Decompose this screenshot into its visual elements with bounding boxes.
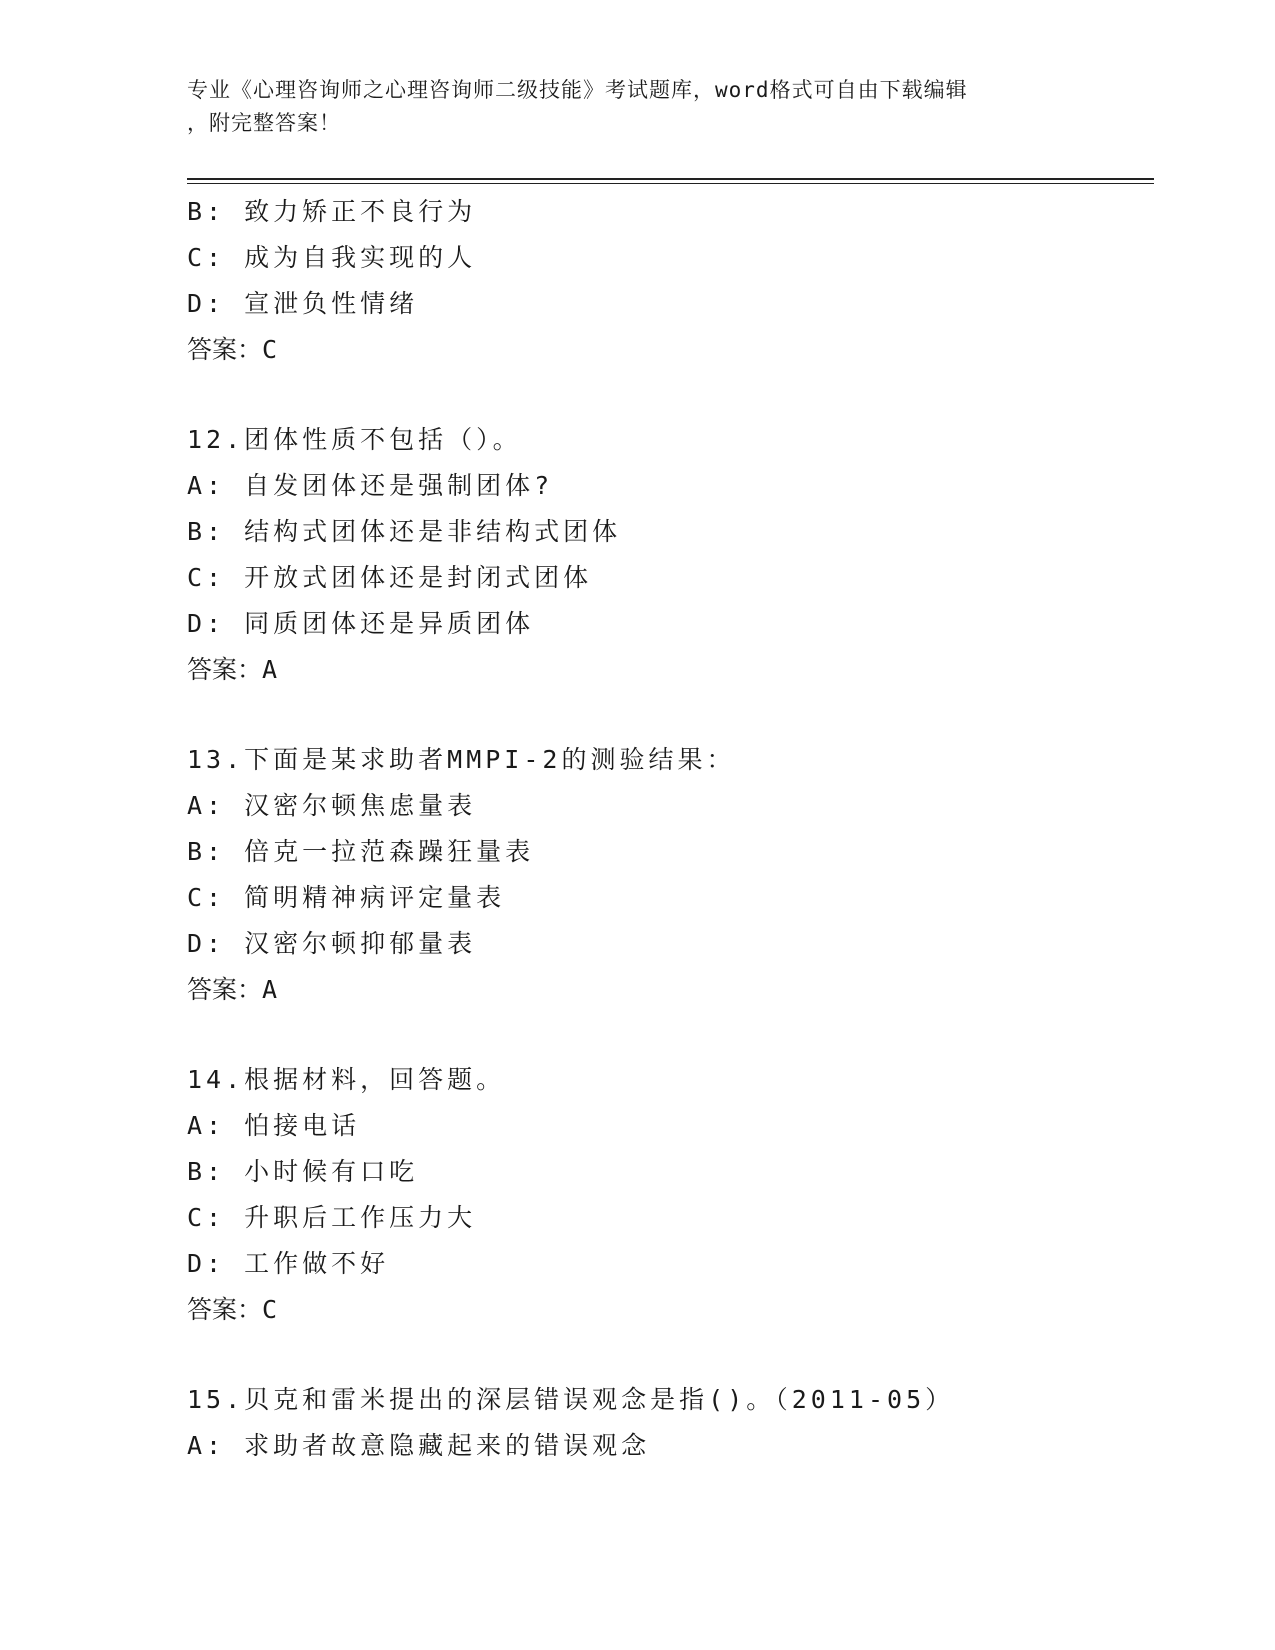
answer-label: 答案：	[187, 1295, 263, 1324]
option-b: B: 倍克一拉范森躁狂量表	[187, 837, 535, 866]
header-line-1: 专业《心理咨询师之心理咨询师二级技能》考试题库，word格式可自由下载编辑	[187, 78, 968, 102]
option-d: D: 汉密尔顿抑郁量表	[187, 929, 477, 958]
option-a: A: 自发团体还是强制团体?	[187, 471, 554, 500]
option-b: B: 致力矫正不良行为	[187, 197, 477, 226]
question-text: 12.团体性质不包括（）。	[187, 425, 522, 454]
option-d: D: 宣泄负性情绪	[187, 289, 419, 318]
question-block-12	[187, 417, 1154, 693]
answer-label: 答案：	[187, 335, 263, 364]
header-divider-thick	[187, 178, 1154, 180]
answer-value: C	[262, 1295, 278, 1324]
answer-label: 答案：	[187, 975, 263, 1004]
question-list	[187, 189, 1154, 1469]
answer-line	[187, 327, 1154, 373]
option-c: C: 升职后工作压力大	[187, 1203, 477, 1232]
option-b: B: 结构式团体还是非结构式团体	[187, 517, 622, 546]
option-a: A: 求助者故意隐藏起来的错误观念	[187, 1431, 651, 1460]
answer-line	[187, 967, 1154, 1013]
option-d: D: 工作做不好	[187, 1249, 390, 1278]
option-c: C: 简明精神病评定量表	[187, 883, 506, 912]
answer-value: C	[262, 335, 278, 364]
option-c: C: 成为自我实现的人	[187, 243, 477, 272]
option-b: B: 小时候有口吃	[187, 1157, 419, 1186]
question-text: 13.下面是某求助者MMPI-2的测验结果：	[187, 745, 736, 774]
header-divider-thin	[187, 183, 1154, 184]
question-block-15	[187, 1377, 1154, 1469]
question-text: 15.贝克和雷米提出的深层错误观念是指()。（2011-05）	[187, 1385, 955, 1414]
document-header	[187, 74, 1087, 140]
option-d: D: 同质团体还是异质团体	[187, 609, 535, 638]
answer-line	[187, 647, 1154, 693]
option-a: A: 怕接电话	[187, 1111, 361, 1140]
answer-line	[187, 1287, 1154, 1333]
question-block-14	[187, 1057, 1154, 1333]
question-block-11	[187, 189, 1154, 373]
header-line-2: ，附完整答案！	[187, 111, 341, 135]
answer-label: 答案：	[187, 655, 263, 684]
option-c: C: 开放式团体还是封闭式团体	[187, 563, 593, 592]
option-a: A: 汉密尔顿焦虑量表	[187, 791, 477, 820]
question-block-13	[187, 737, 1154, 1013]
answer-value: A	[262, 655, 278, 684]
question-text: 14.根据材料，回答题。	[187, 1065, 506, 1094]
answer-value: A	[262, 975, 278, 1004]
